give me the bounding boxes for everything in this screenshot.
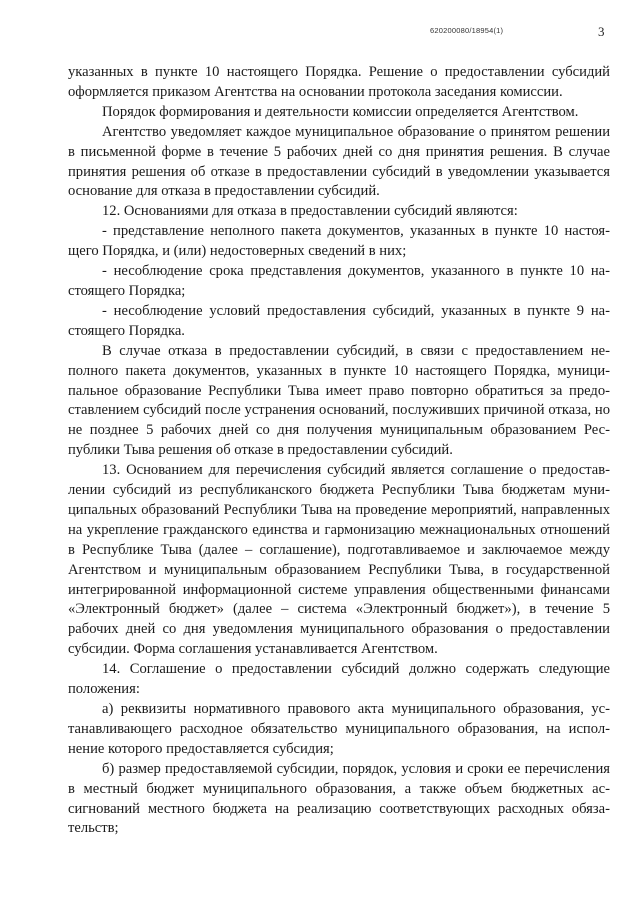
- paragraph-commission-order: Порядок формирования и деятельности комиссии определяется Агентством.: [102, 103, 579, 120]
- subitem-a: а) реквизиты нормативного правового акта муниципального образования, устанавливающего расходное обязательство муниципального образования, на исполнение которого предоставляется субсидия;: [68, 701, 610, 757]
- list-item-incomplete-package: - представление неполного пакета документов, указанных в пункте 10 настоящего Порядка, и (или) недостоверных сведений в них;: [68, 223, 610, 260]
- subitem-b: б) размер предоставляемой субсидии, порядок, условия и сроки ее перечисления в местный бюджет муниципального образования, а также объем бюджетных ассигнований местного бюджета на реализацию соответствующих расходных обязательств;: [68, 760, 610, 837]
- paragraph-notification: Агентство уведомляет каждое муниципальное образование о принятом решении в письменной форме в течение 5 рабочих дней со дня принятия решения. В случае принятия решения об отказе в предоставлении субсидий в уведомлении указывается основание для отказа в предоставлении субсидий.: [68, 123, 610, 200]
- paragraph-item-13: 13. Основанием для перечисления субсидий является соглашение о предоставлении субсидий из республиканского бюджета Республики Тыва бюджетам муниципальных образований Республики Тыва на проведение мероприятий, направленных на укрепление гражданского единства и гармонизацию межнациональных отношений в Республике Тыва (далее – соглашение), подготавливаемое и заключаемое между Агентством и муниципальным образованием Республики Тыва, в государственной интегрированной информационной системе управления общественными финансами «Электронный бюджет» (далее – система «Электронный бюджет»), в течение 5 рабочих дней со дня уведомления муниципального образования о предоставлении субсидии. Форма соглашения устанавливается Агентством.: [68, 462, 610, 658]
- paragraph-item-12: 12. Основаниями для отказа в предоставлении субсидий являются:: [102, 203, 518, 220]
- paragraph-item-14: 14. Соглашение о предоставлении субсидий должно содержать следующие положения:: [68, 661, 610, 698]
- paragraph-continuation: указанных в пункте 10 настоящего Порядка. Решение о предоставлении субсидий оформляется приказом Агентства на основании протокола заседания комиссии.: [68, 64, 610, 100]
- document-id: 620200080/18954(1): [430, 26, 504, 35]
- list-item-deadline: - несоблюдение срока представления документов, указанного в пункте 10 настоящего Порядка;: [68, 263, 610, 299]
- list-item-conditions: - несоблюдение условий предоставления субсидий, указанных в пункте 9 настоящего Порядка.: [68, 302, 610, 339]
- page-number: 3: [598, 24, 605, 39]
- paragraph-refusal-case: В случае отказа в предоставлении субсидий, в связи с предоставлением неполного пакета документов, указанных в пункте 10 настоящего Порядка, муниципальное образование Республики Тыва имеет право повторно обратиться за предоставлением субсидий после устранения оснований, послуживших причиной отказа, но не позднее 5 рабочих дней со дня получения муниципальным образованием Республики Тыва решения об отказе в предоставлении субсидий.: [68, 342, 610, 459]
- document-body: [68, 63, 610, 839]
